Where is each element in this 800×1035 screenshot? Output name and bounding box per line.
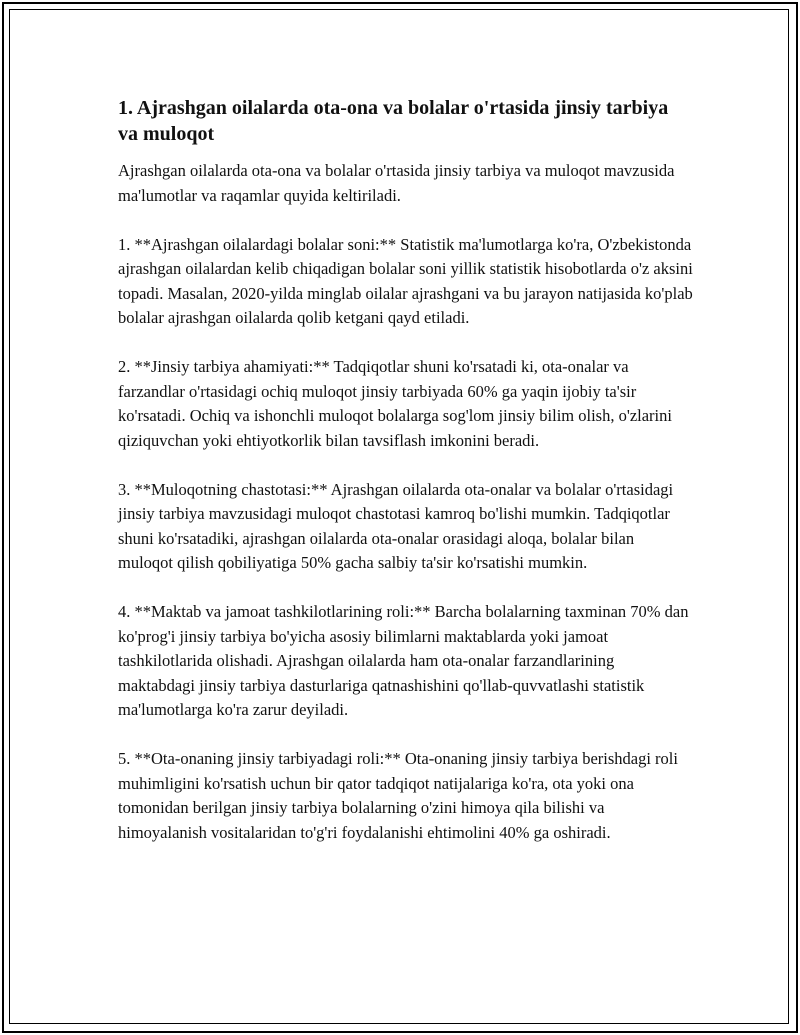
list-item: 5. **Ota-onaning jinsiy tarbiyadagi roli:** Ota-onaning jinsiy tarbiya berishdagi roli muhimligini ko'rsatish uchun bir qator tadqiqot natijalariga ko'ra, ota yoki ona tomonidan berilgan jinsiy tarbiya bolalarning o'zini himoya qila bilishi va himoyalanish vositalaridan to'g'ri foydalanishi ehtimolini 40% ga oshiradi. <box>118 749 678 842</box>
list-item: 2. **Jinsiy tarbiya ahamiyati:** Tadqiqotlar shuni ko'rsatadi ki, ota-onalar va farzandlar o'rtasidagi ochiq muloqot jinsiy tarbiyada 60% ga yaqin ijobiy ta'sir ko'rsatadi. Ochiq va ishonchli muloqot bolalarga sog'lom jinsiy bilim olish, o'zlarini qiziquvchan yoki ehtiyotkorlik bilan tavsiflash imkonini beradi. <box>118 357 672 450</box>
document-page <box>118 95 693 870</box>
intro-paragraph: Ajrashgan oilalarda ota-ona va bolalar o'rtasida jinsiy tarbiya va muloqot mavzusida ma'lumotlar va raqamlar quyida keltiriladi. <box>118 161 675 205</box>
document-title: 1. Ajrashgan oilalarda ota-ona va bolalar o'rtasida jinsiy tarbiya va muloqot <box>118 97 669 145</box>
list-item: 3. **Muloqotning chastotasi:** Ajrashgan oilalarda ota-onalar va bolalar o'rtasidagi jinsiy tarbiya mavzusidagi muloqot chastotasi kamroq bo'lishi mumkin. Tadqiqotlar shuni ko'rsatadiki, ajrashgan oilalarda ota-onalar orasidagi aloqa, bolalar bilan muloqot qilish qobiliyatiga 50% gacha salbiy ta'sir ko'rsatishi mumkin. <box>118 479 674 572</box>
list-item: 1. **Ajrashgan oilalardagi bolalar soni:** Statistik ma'lumotlarga ko'ra, O'zbekistonda ajrashgan oilalardan kelib chiqadigan bolalar soni yillik statistik hisobotlarda o'z aksini topadi. Masalan, 2020-yilda minglab oilalar ajrashgani va bu jarayon natijasida ko'plab bolalar ajrashgan oilalarda qolib ketgani qayd etiladi. <box>118 234 693 327</box>
list-item: 4. **Maktab va jamoat tashkilotlarining roli:** Barcha bolalarning taxminan 70% dan ko'prog'i jinsiy tarbiya bo'yicha asosiy bilimlarni maktablarda yoki jamoat tashkilotlarida olishadi. Ajrashgan oilalarda ham ota-onalar farzandlarining maktabdagi jinsiy tarbiya dasturlariga qatnashishini qo'llab-quvvatlashi statistik ma'lumotlarga ko'ra zarur deyiladi. <box>118 602 689 719</box>
